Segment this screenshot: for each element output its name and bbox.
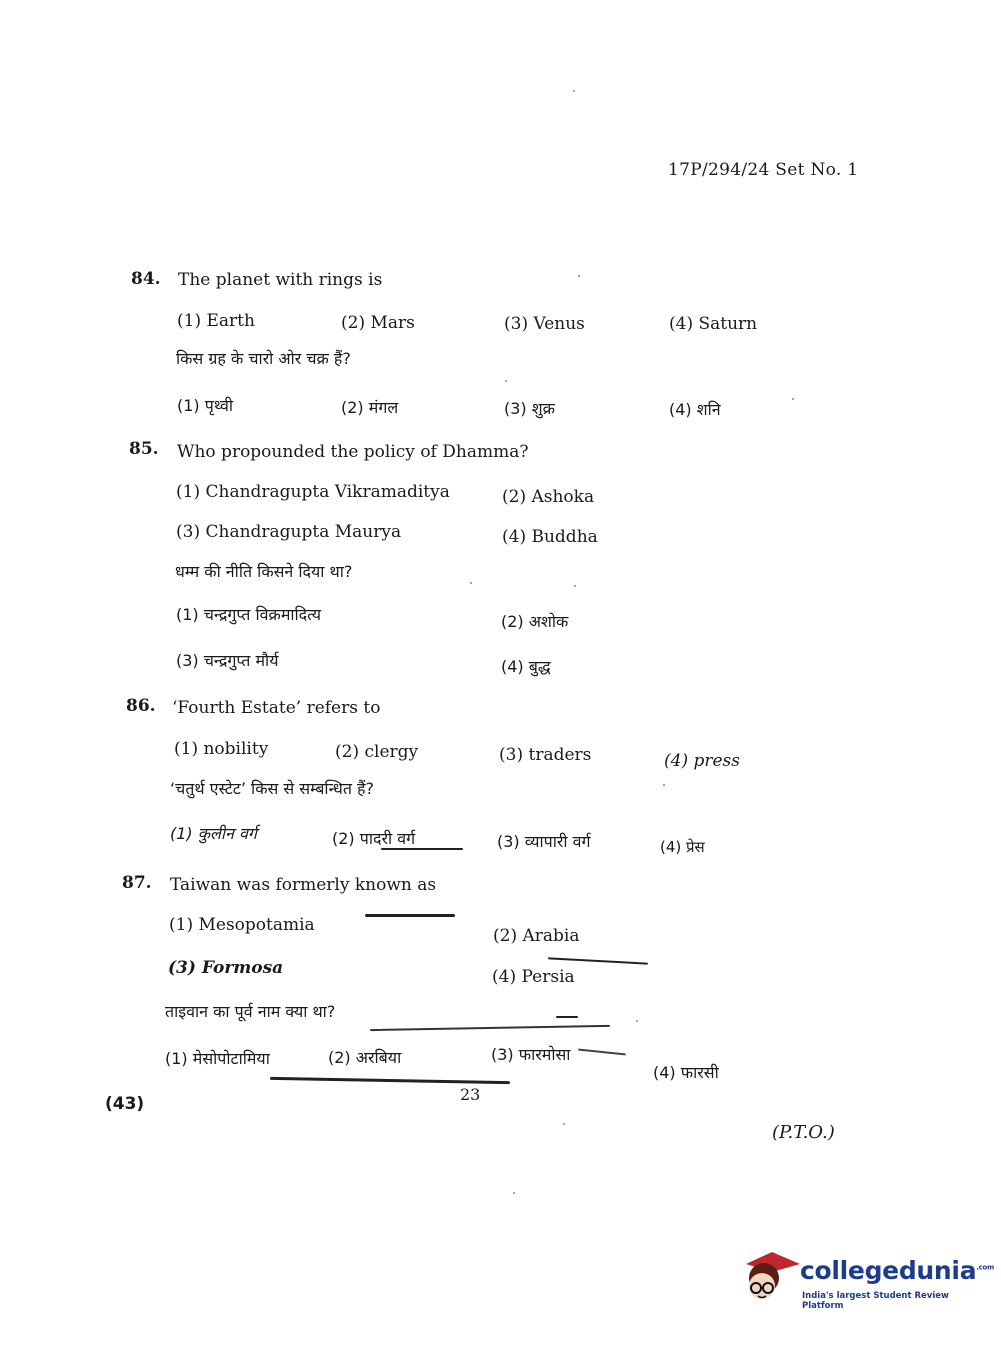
option-hindi: (2) मंगल: [341, 398, 399, 417]
pen-stroke: [556, 1016, 578, 1018]
option-hindi: (1) पृथ्वी: [177, 396, 234, 415]
option: (3) Venus: [504, 314, 585, 334]
question-text-hindi: ‘चतुर्थ एस्टेट’ किस से सम्बन्धित हैं?: [170, 779, 375, 798]
question-text-hindi: ताइवान का पूर्व नाम क्या था?: [165, 1002, 336, 1021]
option-hindi: (4) बुद्ध: [501, 657, 551, 676]
underline-mark: [381, 848, 463, 850]
pen-stroke: [270, 1077, 510, 1084]
option: (1) Earth: [177, 311, 255, 331]
option-hindi: (1) मेसोपोटामिया: [165, 1049, 270, 1068]
logo-wordmark: collegedunia$^{.com}$: [800, 1256, 994, 1285]
option: (4) Buddha: [502, 527, 598, 547]
option-hindi: (2) अशोक: [501, 612, 569, 631]
question-number: 85.: [129, 439, 159, 459]
collegedunia-logo: [742, 1250, 994, 1311]
logo-tagline: India's largest Student Review Platform: [802, 1291, 949, 1311]
option: (2) Arabia: [493, 926, 580, 946]
option-hindi: (2) पादरी वर्ग: [332, 829, 416, 848]
option: (4) Persia: [492, 967, 575, 987]
question-text-hindi: किस ग्रह के चारो ओर चक्र हैं?: [176, 349, 351, 368]
option-hindi: (2) अरबिया: [328, 1048, 402, 1067]
question-number: 84.: [131, 269, 161, 289]
option-hindi: (3) फारमोसा: [491, 1045, 571, 1064]
option-hindi: (4) फारसी: [653, 1063, 719, 1082]
question-text: The planet with rings is: [178, 270, 383, 290]
option: (3) Formosa: [168, 958, 284, 978]
mascot-icon: [742, 1250, 802, 1310]
option-hindi: (1) चन्द्रगुप्त विक्रमादित्य: [176, 605, 322, 624]
pto-marker: (P.T.O.): [772, 1122, 835, 1143]
pen-stroke: [370, 1025, 610, 1031]
question-number: 86.: [126, 696, 156, 716]
option: (4) Saturn: [669, 314, 758, 334]
option: (3) traders: [499, 745, 592, 765]
option: (2) Mars: [341, 313, 415, 333]
option-hindi: (4) शनि: [669, 400, 721, 419]
option: (3) Chandragupta Maurya: [176, 522, 402, 542]
option-hindi: (1) कुलीन वर्ग: [170, 824, 257, 843]
option: (1) Chandragupta Vikramaditya: [176, 482, 450, 502]
question-text: Taiwan was formerly known as: [170, 875, 437, 895]
option: (1) Mesopotamia: [169, 915, 315, 935]
option-hindi: (3) व्यापारी वर्ग: [497, 832, 591, 851]
option: (2) clergy: [335, 742, 419, 762]
option: (1) nobility: [174, 739, 269, 759]
question-text: ‘Fourth Estate’ refers to: [172, 698, 381, 718]
option-hindi: (3) चन्द्रगुप्त मौर्य: [176, 651, 279, 670]
paper-set-code: 17P/294/24 Set No. 1: [668, 160, 859, 180]
option: (2) Ashoka: [502, 487, 595, 507]
question-number: 87.: [122, 873, 152, 893]
pen-stroke: [365, 914, 455, 917]
booklet-code: (43): [105, 1094, 145, 1114]
page-number: 23: [460, 1085, 481, 1104]
option-hindi: (3) शुक्र: [504, 399, 555, 418]
pen-stroke: [548, 957, 648, 964]
pen-stroke: [578, 1048, 626, 1055]
question-text: Who propounded the policy of Dhamma?: [177, 442, 529, 462]
option: (4) press: [664, 751, 741, 771]
option-hindi: (4) प्रेस: [660, 838, 705, 856]
question-text-hindi: धम्म की नीति किसने दिया था?: [175, 562, 353, 581]
